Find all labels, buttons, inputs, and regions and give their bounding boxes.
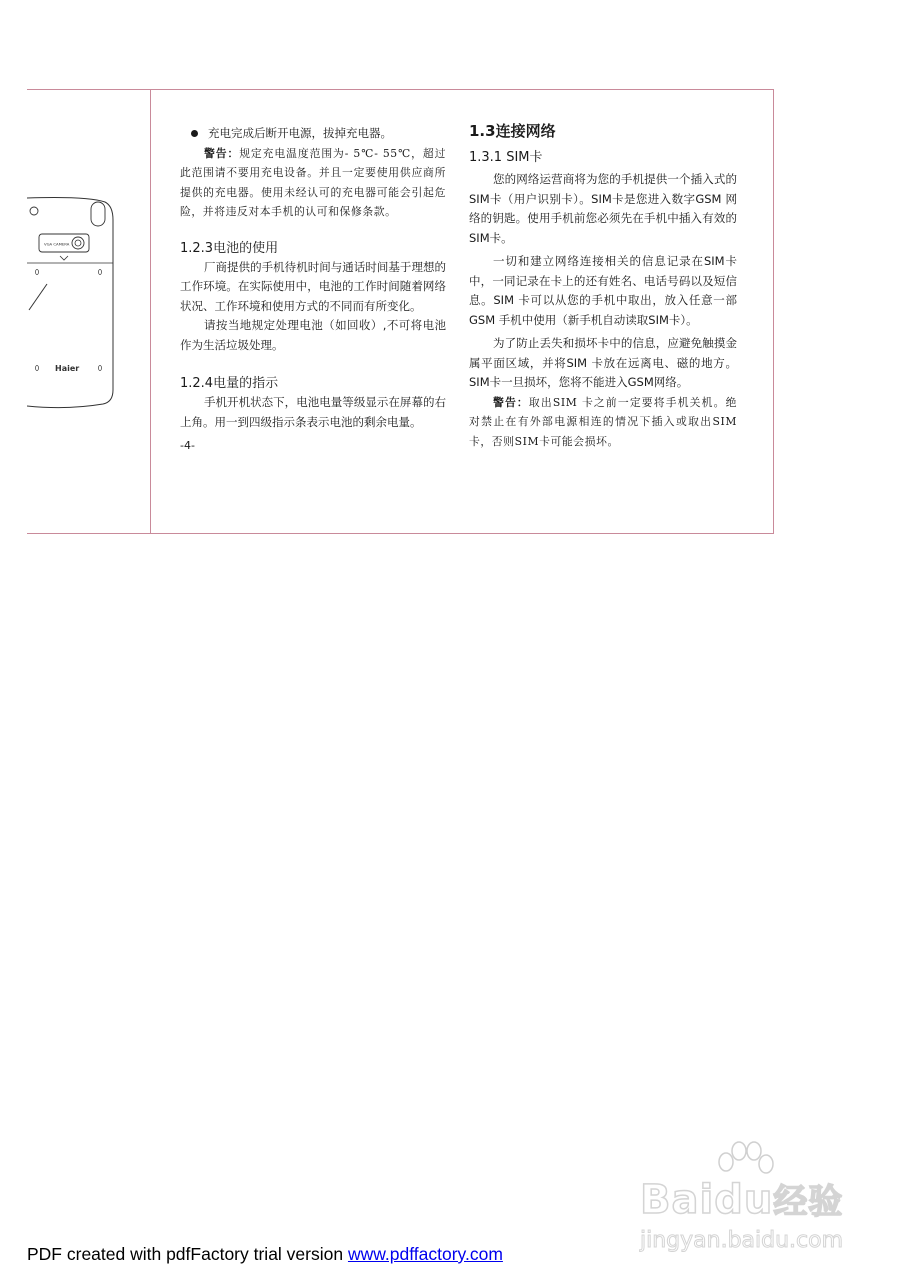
paragraph: 您的网络运营商将为您的手机提供一个插入式的SIM卡（用户识别卡）。SIM卡是您进入数字GSM 网络的钥匙。使用手机前您必须先在手机中插入有效的SIM卡。: [469, 172, 737, 245]
list-item: [180, 124, 446, 144]
warning-label: 警告：: [204, 146, 240, 160]
paragraph: 请按当地规定处理电池（如回收）,不可将电池作为生活垃圾处理。: [180, 318, 446, 352]
watermark-brand-end: du: [714, 1177, 774, 1223]
paragraph: 手机开机状态下，电池电量等级显示在屏幕的右上角。用一到四级指示条表示电池的剩余电量。: [180, 395, 446, 429]
right-column: [469, 120, 737, 451]
warning-text: 取出SIM 卡之前一定要将手机关机。绝对禁止在有外部电源相连的情况下插入或取出SIM卡，否则SIM卡可能会损坏。: [469, 395, 737, 448]
bullet-text: 充电完成后断开电源，拔掉充电器。: [208, 126, 392, 140]
pdffactory-link[interactable]: www.pdffactory.com: [347, 1244, 503, 1264]
section-title-1-2-3: 1.2.3电池的使用: [180, 240, 279, 256]
left-column: [180, 124, 446, 456]
pdf-footer: [27, 1244, 503, 1265]
footer-prefix: PDF created with pdfFactory trial version: [27, 1244, 348, 1264]
watermark-brand: [640, 1174, 843, 1223]
warning-label: 警告：: [493, 395, 529, 409]
phone-back-illustration: [27, 190, 117, 410]
warning-paragraph: [180, 144, 446, 222]
watermark-url: jingyan.baidu.com: [640, 1228, 844, 1253]
column-divider: [150, 89, 151, 534]
chapter-title-1-3: 1.3连接网络: [469, 122, 556, 140]
paragraph: 厂商提供的手机待机时间与通话时间基于理想的工作环境。在实际使用中，电池的工作时间随着网络状况、工作环境和使用方式的不同而有所变化。: [180, 259, 446, 313]
warning-paragraph: [469, 393, 737, 452]
section-title-1-3-1: 1.3.1 SIM卡: [469, 150, 543, 165]
brand-label: Haier: [55, 364, 80, 373]
baidu-watermark: [640, 1140, 850, 1270]
camera-label: VGA CAMERA: [44, 241, 70, 247]
page-number: -4-: [180, 439, 195, 452]
watermark-brand-cn: 经验: [773, 1182, 844, 1222]
paragraph: 为了防止丢失和损坏卡中的信息，应避免触摸金属平面区域，并将SIM 卡放在远离电、磁的地方。SIM卡一旦损坏，您将不能进入GSM网络。: [469, 336, 737, 389]
warning-text: 规定充电温度范围为- 5℃- 55℃，超过此范围请不要用充电设备。并且一定要使用供应商所提供的充电器。使用未经认可的充电器可能会引起危险，并将违反对本手机的认可和保修条款。: [180, 146, 446, 218]
paragraph: 一切和建立网络连接相关的信息记录在SIM卡中，一同记录在卡上的还有姓名、电话号码以及短信息。SIM 卡可以从您的手机中取出，放入任意一部GSM 手机中使用（新手机自动读取SIM卡）。: [469, 254, 737, 327]
bullet-dot-icon: [191, 130, 198, 137]
watermark-brand-start: Bai: [640, 1177, 715, 1223]
section-title-1-2-4: 1.2.4电量的指示: [180, 376, 279, 391]
